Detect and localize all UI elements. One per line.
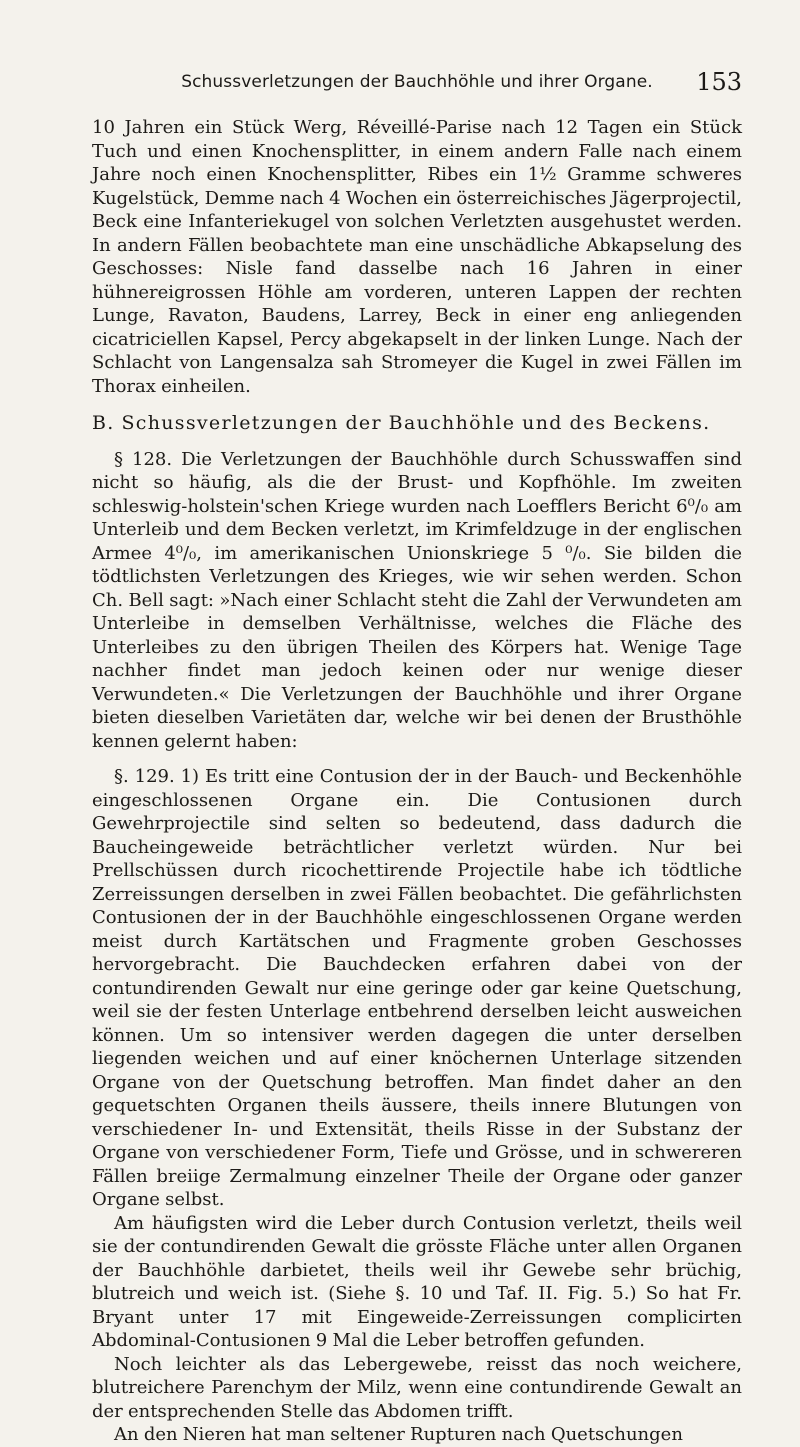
- paragraph-leber: Am häufigsten wird die Leber durch Contusion verletzt, theils weil sie der contundirenden Gewalt die grösste Fläche unter allen Organen der Bauchhöhle darbietet, theils weil ihr Gewebe sehr brüchig, blutreich und weich ist. (Siehe §. 10 und Taf. II. Fig. 5.) So hat Fr. Bryant unter 17 mit Eingeweide-Zerreissungen complicirten Abdominal-Contusionen 9 Mal die Leber betroffen gefunden.: [92, 1212, 742, 1351]
- section-heading: B. Schussverletzungen der Bauchhöhle und des Beckens.: [92, 412, 711, 434]
- paragraph-milz: Noch leichter als das Lebergewebe, reisst das noch weichere, blutreichere Parenchym der Milz, wenn eine contundirende Gewalt an der entsprechenden Stelle das Abdomen trifft.: [92, 1353, 742, 1422]
- page-body: [92, 116, 742, 1447]
- page-header: [92, 68, 742, 102]
- paragraph-129: §. 129. 1) Es tritt eine Contusion der in der Bauch- und Beckenhöhle eingeschlossenen Organe ein. Die Contusionen durch Gewehrprojectile sind selten so bedeutend, dass dadurch die Baucheingeweide beträchtlicher verletzt würden. Nur bei Prellschüssen durch ricochettirende Projectile habe ich tödtliche Zerreissungen derselben in zwei Fällen beobachtet. Die gefährlichsten Contusionen der in der Bauchhöhle eingeschlossenen Organe werden meist durch Kartätschen und Fragmente groben Geschosses hervorgebracht. Die Bauchdecken erfahren dabei von der contundirenden Gewalt nur eine geringe oder gar keine Quetschung, weil sie der festen Unterlage entbehrend derselben leicht ausweichen können. Um so intensiver werden dagegen die unter derselben liegenden weichen und auf einer knöchernen Unterlage sitzenden Organe von der Quetschung betroffen. Man findet daher an den gequetschten Organen theils äussere, theils innere Blutungen von verschiedener In- und Extensität, theils Risse in der Substanz der Organe von verschiedener Form, Tiefe und Grösse, und in schwereren Fällen breiige Zermalmung einzelner Theile der Organe oder ganzer Organe selbst.: [92, 766, 742, 1210]
- page-number: 153: [696, 68, 742, 96]
- running-head: Schussverletzungen der Bauchhöhle und ihrer Organe.: [181, 72, 653, 92]
- paragraph-nieren: An den Nieren hat man seltener Rupturen nach Quetschungen: [114, 1424, 683, 1445]
- paragraph-continuation: 10 Jahren ein Stück Werg, Réveillé-Parise nach 12 Tagen ein Stück Tuch und einen Knochensplitter, in einem andern Falle nach einem Jahre noch einen Knochensplitter, Ribes ein 1½ Gramme schweres Kugelstück, Demme nach 4 Wochen ein österreichisches Jägerprojectil, Beck eine Infanteriekugel von solchen Verletzten ausgehustet werden. In andern Fällen beobachtete man eine unschädliche Abkapselung des Geschosses: Nisle fand dasselbe nach 16 Jahren in einer hühnereigrossen Höhle am vorderen, unteren Lappen der rechten Lunge, Ravaton, Baudens, Larrey, Beck in einer eng anliegenden cicatriciellen Kapsel, Percy abgekapselt in der linken Lunge. Nach der Schlacht von Langensalza sah Stromeyer die Kugel in zwei Fällen im Thorax einheilen.: [92, 117, 742, 397]
- paragraph-128: § 128. Die Verletzungen der Bauchhöhle durch Schusswaffen sind nicht so häufig, als die der Brust- und Kopfhöhle. Im zweiten schleswig-holstein'schen Kriege wurden nach Loefflers Bericht 6⁰/₀ am Unterleib und dem Becken verletzt, im Krimfeldzuge in der englischen Armee 4⁰/₀, im amerikanischen Unionskriege 5 ⁰/₀. Sie bilden die tödtlichsten Verletzungen des Krieges, wie wir sehen werden. Schon Ch. Bell sagt: »Nach einer Schlacht steht die Zahl der Verwundeten am Unterleibe in demselben Verhältnisse, welches die Fläche des Unterleibes zu den übrigen Theilen des Körpers hat. Wenige Tage nachher findet man jedoch keinen oder nur wenige dieser Verwundeten.« Die Verletzungen der Bauchhöhle und ihrer Organe bieten dieselben Varietäten dar, welche wir bei denen der Brusthöhle kennen gelernt haben:: [92, 448, 742, 752]
